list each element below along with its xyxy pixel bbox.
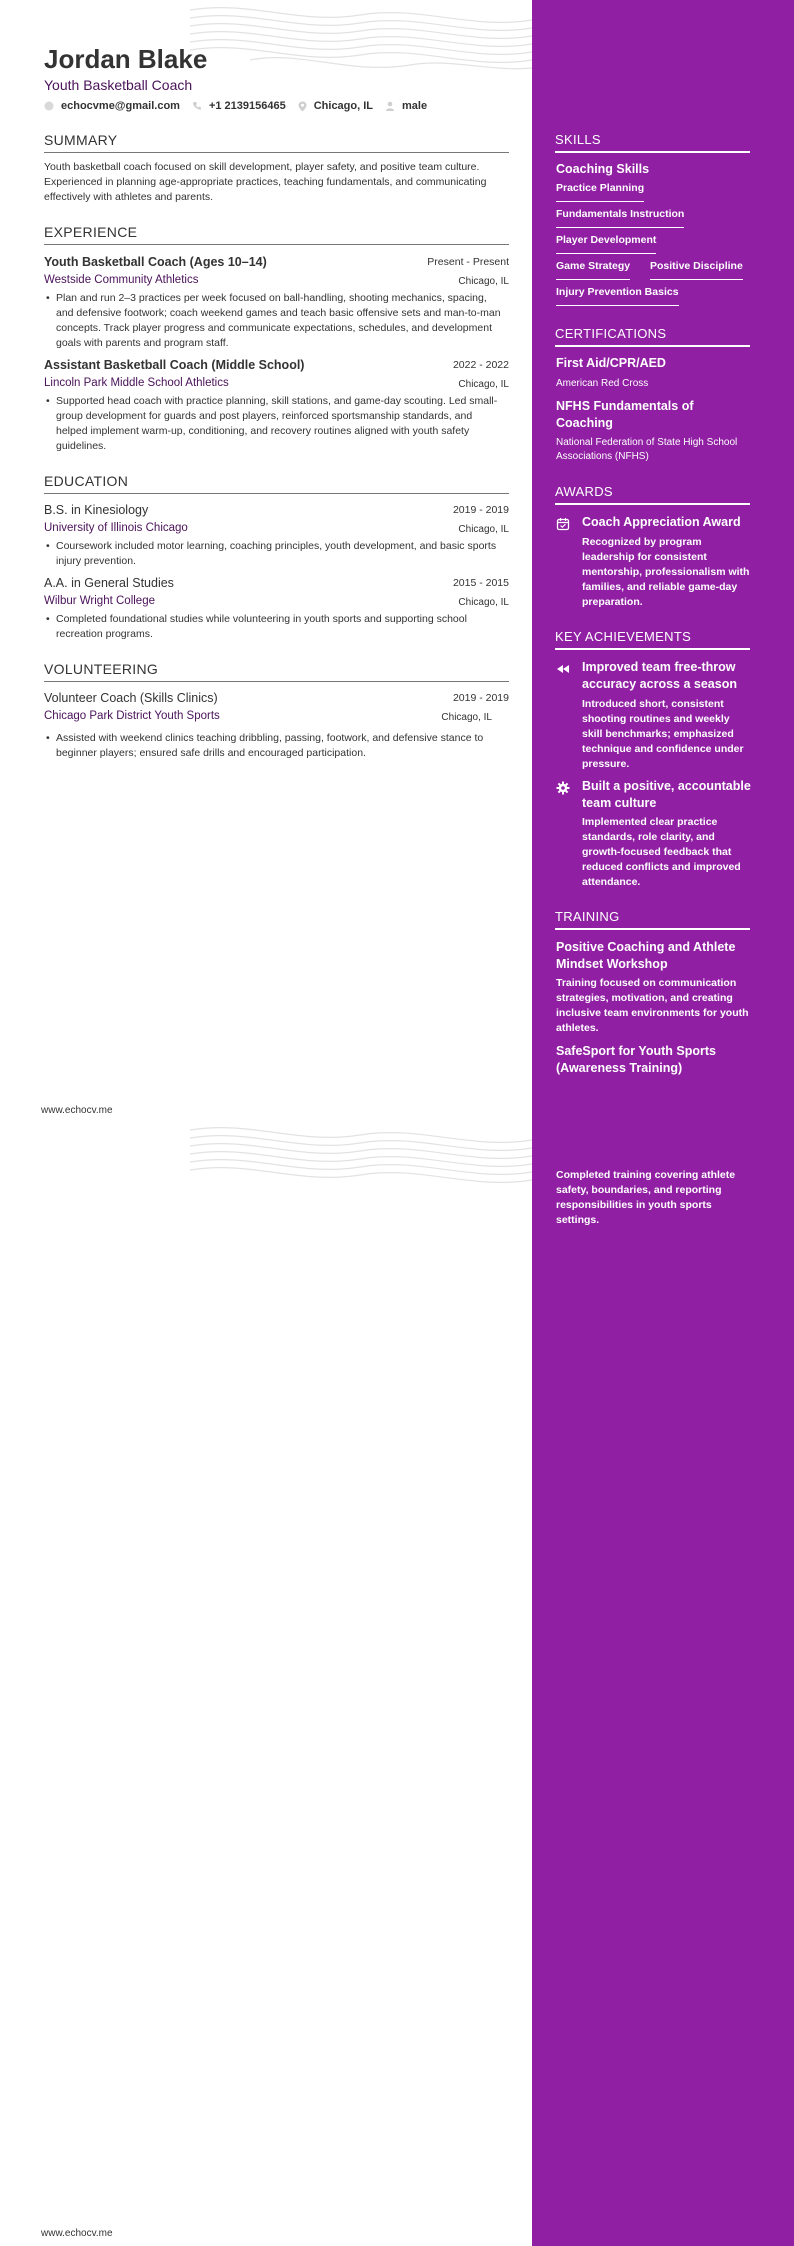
certifications-heading: CERTIFICATIONS <box>555 326 750 347</box>
skill-tag: Injury Prevention Basics <box>556 286 679 306</box>
education-bullet: • Completed foundational studies while volunteering in youth sports and supporting school recreation programs. <box>44 612 504 642</box>
education-heading: EDUCATION <box>44 473 509 494</box>
award-description: Recognized by program leadership for consistent mentorship, professionalism with families, and reliable game-day preparation. <box>582 536 750 608</box>
skills-subtitle: Coaching Skills <box>556 162 650 176</box>
volunteer-date: 2019 - 2019 <box>452 692 509 704</box>
job-location: Chicago, IL <box>458 276 509 287</box>
contact-phone[interactable] <box>192 100 286 112</box>
training-description: Training focused on communication strategies, motivation, and creating inclusive team environments for youth athletes. <box>556 977 749 1034</box>
volunteer-org: Chicago Park District Youth Sports <box>44 710 220 722</box>
volunteer-role: Volunteer Coach (Skills Clinics) <box>44 691 218 705</box>
training-title: Positive Coaching and Athlete Mindset Workshop <box>556 940 736 971</box>
education-bullet: • Coursework included motor learning, coaching principles, youth development, and basic sports injury prevention. <box>44 539 504 569</box>
job-location: Chicago, IL <box>458 379 509 390</box>
volunteering-heading: VOLUNTEERING <box>44 661 509 682</box>
rewind-icon <box>556 662 570 676</box>
school-location: Chicago, IL <box>458 524 509 535</box>
school-location: Chicago, IL <box>458 597 509 608</box>
candidate-name: Jordan Blake <box>44 44 208 74</box>
volunteer-location: Chicago, IL <box>441 712 492 723</box>
skill-tag: Player Development <box>556 234 656 254</box>
decorative-waves-middle <box>190 1120 532 1190</box>
training-description: Completed training covering athlete safety, boundaries, and reporting responsibilities in youth sports settings. <box>556 1169 736 1226</box>
job-date: Present - Present <box>427 256 509 268</box>
contact-email[interactable] <box>44 100 180 112</box>
job-date: 2022 - 2022 <box>452 359 509 371</box>
summary-heading: SUMMARY <box>44 132 509 153</box>
achievements-heading: KEY ACHIEVEMENTS <box>555 629 750 650</box>
volunteer-bullet: • Assisted with weekend clinics teaching dribbling, passing, footwork, and defensive stance to beginner players; ensured safe drills and encouraged participation. <box>44 731 504 761</box>
school-name: Wilbur Wright College <box>44 595 155 607</box>
skill-tag: Game Strategy <box>556 260 630 280</box>
decorative-waves-top <box>190 0 532 70</box>
job-bullet: • Supported head coach with practice planning, skill stations, and game-day scouting. Led small-group development for guards and post players, reinforced sportsmanship standards, and helped implement warm-up, conditioning, and recovery routines aligned with youth safety guidelines. <box>44 394 504 454</box>
achievement-title: Improved team free-throw accuracy across a season <box>582 660 737 691</box>
phone-text: +1 2139156465 <box>208 100 286 112</box>
degree-date: 2015 - 2015 <box>452 577 509 589</box>
gender-text: male <box>402 100 428 112</box>
experience-heading: EXPERIENCE <box>44 224 509 245</box>
footer-site-link[interactable]: www.echocv.me <box>41 1105 113 1116</box>
skill-tag: Fundamentals Instruction <box>556 208 684 228</box>
achievement-description: Introduced short, consistent shooting routines and weekly skill benchmarks; emphasized technique and confidence under pressure. <box>582 698 744 770</box>
job-org: Westside Community Athletics <box>44 274 199 286</box>
skill-tag: Practice Planning <box>556 182 644 202</box>
contact-location <box>298 100 373 112</box>
location-pin-icon <box>298 101 307 112</box>
certification-name: First Aid/CPR/AED <box>556 356 666 370</box>
skills-heading: SKILLS <box>555 132 750 153</box>
phone-icon <box>192 101 202 111</box>
training-heading: TRAINING <box>555 909 750 930</box>
degree-title: A.A. in General Studies <box>44 576 174 590</box>
training-title: SafeSport for Youth Sports (Awareness Training) <box>556 1044 716 1075</box>
contact-gender <box>385 100 427 112</box>
achievement-description: Implemented clear practice standards, role clarity, and growth-focused feedback that reduced conflicts and improved attendance. <box>582 816 741 888</box>
candidate-role: Youth Basketball Coach <box>44 77 193 93</box>
certification-org: American Red Cross <box>556 378 649 389</box>
achievement-title: Built a positive, accountable team culture <box>582 779 751 810</box>
degree-title: B.S. in Kinesiology <box>44 503 149 517</box>
email-icon <box>44 101 54 111</box>
job-org: Lincoln Park Middle School Athletics <box>44 377 229 389</box>
skill-tag: Positive Discipline <box>650 260 743 280</box>
job-title: Youth Basketball Coach (Ages 10–14) <box>44 255 267 269</box>
degree-date: 2019 - 2019 <box>452 504 509 516</box>
summary-text: Youth basketball coach focused on skill development, player safety, and positive team culture. Experienced in planning age-appropriate practices, teaching fundamentals, and communicating effectively with athletes and parents. <box>44 161 487 203</box>
award-title: Coach Appreciation Award <box>582 515 741 529</box>
awards-heading: AWARDS <box>555 484 750 505</box>
school-name: University of Illinois Chicago <box>44 522 188 534</box>
email-text: echocvme@gmail.com <box>61 100 180 112</box>
footer-site-link[interactable]: www.echocv.me <box>41 2228 113 2239</box>
gear-icon <box>556 781 570 795</box>
job-bullet: • Plan and run 2–3 practices per week focused on ball-handling, shooting mechanics, spacing, and defensive footwork; coach weekend games and teach basic offensive sets and man-to-man concepts. Track player progress and communicate expectations, schedules, and development goals with parents and program staff. <box>44 291 504 351</box>
calendar-icon <box>556 517 570 531</box>
location-text: Chicago, IL <box>313 100 373 112</box>
person-icon <box>385 101 395 111</box>
certification-name: NFHS Fundamentals of Coaching <box>556 399 694 430</box>
contact-row <box>44 100 439 112</box>
certification-org: National Federation of State High School Associations (NFHS) <box>556 437 738 462</box>
job-title: Assistant Basketball Coach (Middle School) <box>44 358 305 372</box>
